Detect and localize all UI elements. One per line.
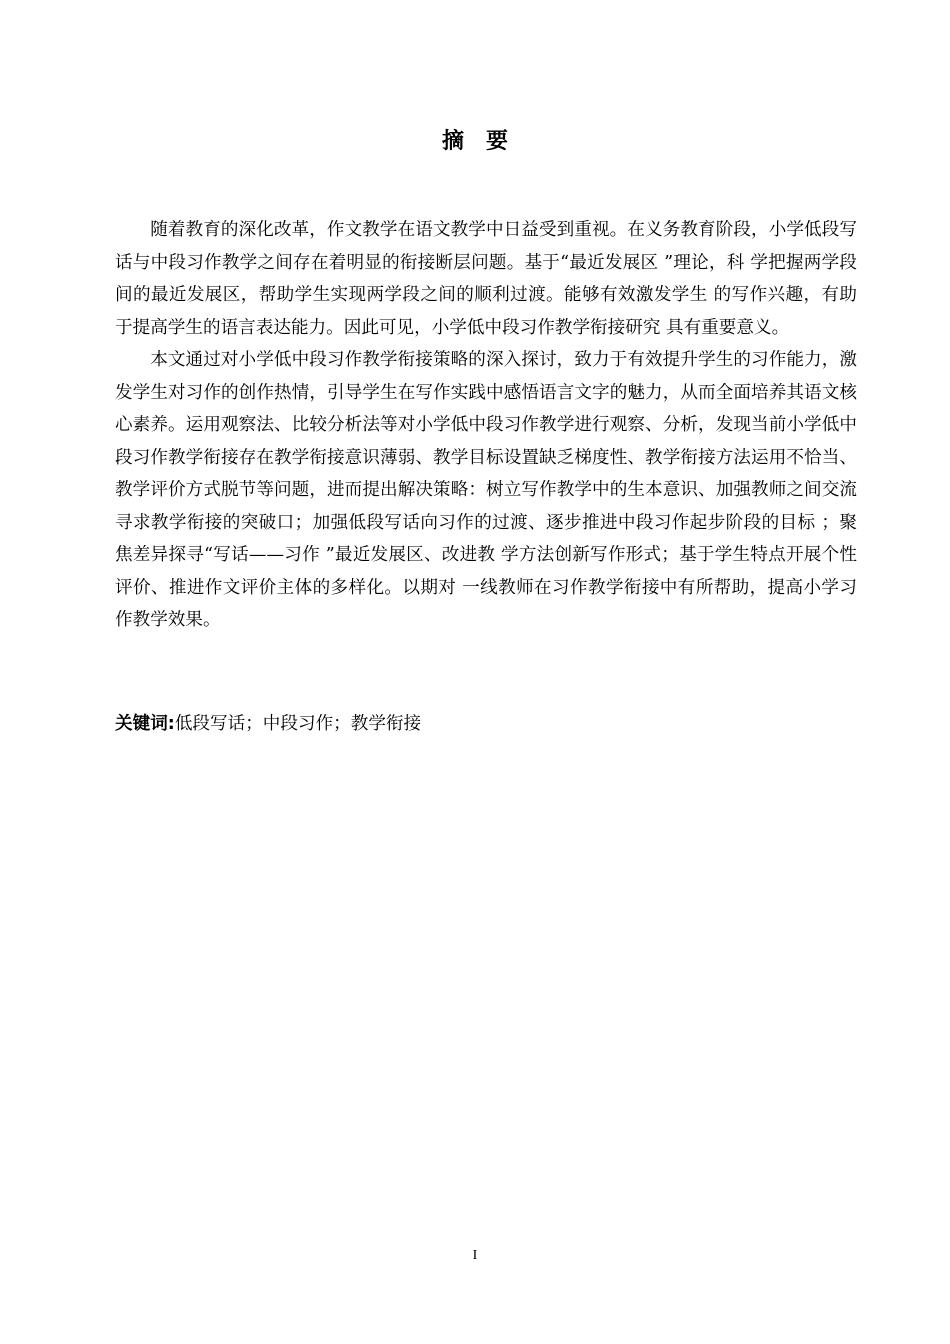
page-number: I [472, 1248, 478, 1263]
abstract-title: 摘要 [441, 129, 530, 154]
keywords-label: 关键词: [115, 714, 175, 734]
abstract-paragraph-2: 本文通过对小学低中段习作教学衔接策略的深入探讨，致力于有效提升学生的习作能力，激发学生对习作的创作热情，引导学生在写作实践中感悟语言文字的魅力，从而全面培养其语文核心素养。运用观察法、比较分析法等对小学低中段习作教学进行观察、分析，发现当前小学低中段习作教学衔接存在教学衔接意识薄弱、教学目标设置缺乏梯度性、教学衔接方法运用不恰当、教学评价方式脱节等问题，进而提出解决策略：树立写作教学中的生本意识、加强教师之间交流寻求教学衔接的突破口；加强低段写话向习作的过渡、逐步推进中段习作起步阶段的目标 ；聚焦差异探寻“写话——习作 ”最近发展区、改进教 学方法创新写作形式；基于学生特点开展个性评价、推进作文评价主体的多样化。以期对 一线教师在习作教学衔接中有所帮助，提高小学习作教学效果。 [115, 350, 857, 630]
abstract-body [115, 214, 857, 637]
keywords-value: 低段写话；中段习作；教学衔接 [174, 714, 422, 734]
keywords-line [115, 708, 857, 740]
abstract-paragraph-1: 随着教育的深化改革，作文教学在语文教学中日益受到重视。在义务教育阶段，小学低段写话与中段习作教学之间存在着明显的衔接断层问题。基于“最近发展区 ”理论，科 学把握两学段间的最近发展区，帮助学生实现两学段之间的顺利过渡。能够有效激发学生 的写作兴趣，有助于提高学生的语言表达能力。因此可见，小学低中段习作教学衔接研究 具有重要意义。 [115, 220, 857, 338]
